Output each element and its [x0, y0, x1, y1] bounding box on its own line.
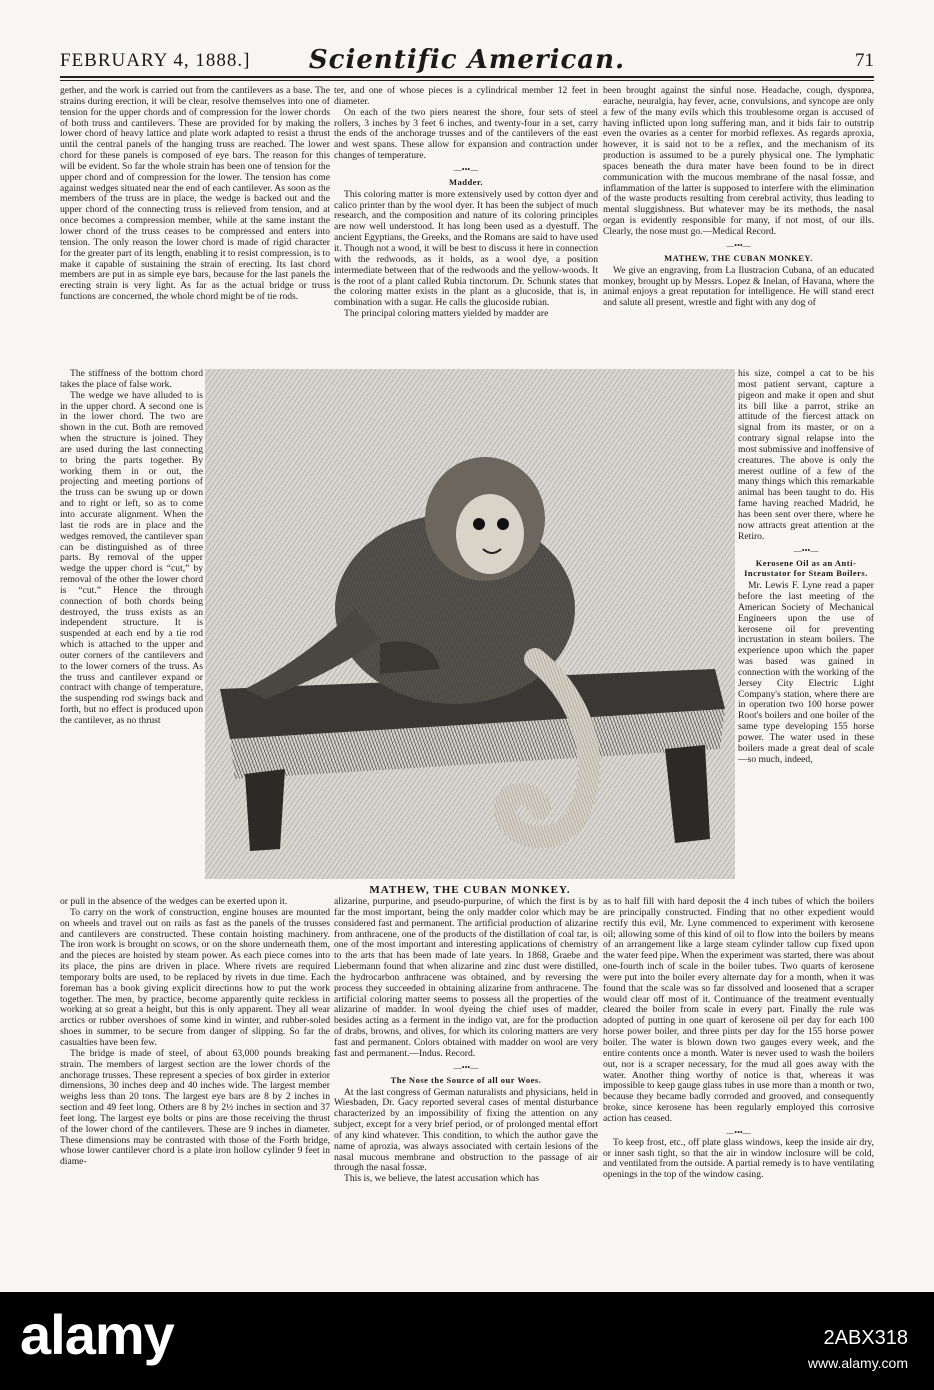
paragraph: The wedge we have alluded to is in the upper chord. A second one is in the lower chord. The two are shown in the cut. Both are removed when the structure is joined. They are used during the last connecting to bring the parts together. By working them in or out, the projecting and meeting portions of the truss can be swung up or down and to right or left, so as to come into accurate alignment. When the last tie rods are in place and the wedges removed, the cantilever span can be distinguished as of three parts. By removal of the upper wedge the upper chord is “cut,” by removal of the other the lower chord is “cut.” Hence the through connection of both chords being destroyed, the truss exists as an independent structure. It is suspended at each end by a tie rod which is attached to the upper and outer corners of the cantilevers and to the lower corners of the truss. As the truss and cantilever expand or contract with change of temperature, the suspending rod swings back and forth, but no effect is produced upon the cantilever, as no thrust [60, 389, 203, 726]
monkey-eye [473, 518, 485, 530]
alamy-logo: alamy [20, 1303, 174, 1366]
monkey-face [456, 494, 524, 574]
paragraph: or pull in the absence of the wedges can be exerted upon it. [60, 897, 288, 907]
table-leg [245, 769, 285, 851]
page-number: 71 [855, 50, 874, 71]
page-header [60, 45, 874, 75]
section-divider: —•••— [726, 240, 751, 250]
paragraph: To keep frost, etc., off plate glass windows, keep the inside air dry, or inner sash tight, so that the air in window inclosure will be cold, and ventilated from the outside. A partial remedy is to have ventilating openings in the top of the window casing. [603, 1136, 874, 1181]
nose-heading: The Nose the Source of all our Woes. [390, 1074, 542, 1085]
issue-date: FEBRUARY 4, 1888.] [60, 50, 251, 71]
section-divider: —•••— [453, 164, 479, 174]
paragraph: as to half fill with hard deposit the 4 inch tubes of which the boilers are principally constructed. Finding that no other expedient would rectify this evil, Mr. Lyne commenced to experiment with kerosene oil; allowing some of this kind of oil to flow into the boilers by means of an arrangement like a large steam cylinder tallow cup fixed upon the water feed pipe. When the experiment was started, there was about one-fourth inch of scale in the boiler tubes. Two quarts of kerosene were put into the boiler every alternate day for a month, when it was found that the scale was so far dissolved and loosened that a scraper would clear off most of it. Continuance of the treatment eventually cleared the boiler from scale in every part. Finally the rule was adopted of putting in one quart of kerosene oil per day for each 100 horse power boiler, and three pints per day for the 155 horse power boiler. The water is blown down two gauges every week, and the entire contents once a month. Water is never used to wash the boilers out, nor is a scraper necessary, for the mud all goes away with the water. Another thing worthy of notice is that, whereas it was impossible to keep gauge glass tubes in use more than a month or two, because they became badly corroded and grooved, and consequently broke, since kerosene has been regularly employed this corrosive action has ceased. [603, 897, 874, 1124]
column-3-bottom [603, 897, 874, 1285]
masthead-title: Scientific American. [308, 45, 626, 75]
column-3-top [603, 86, 874, 368]
column-1-top [60, 86, 330, 368]
header-rule [60, 76, 874, 78]
monkey-engraving-svg [205, 369, 735, 879]
column-2-top [334, 86, 598, 368]
paragraph: Mr. Lewis F. Lyne read a paper before the last meeting of the American Society of Mechanical Engineers upon the use of kerosene oil for preventing incrustation in steam boilers. The experience upon which the paper was based was gained in connection with the working of the Jersey City Electric Light Company's station, where there are in operation two 100 horse power Root's boilers and one boiler of the same type developing 155 horse power. The water used in these boilers made a great deal of scale—so much, indeed, [738, 580, 874, 765]
section-divider: —•••— [453, 1062, 479, 1072]
paragraph: gether, and the work is carried out from the cantilevers as a base. The strains during erection, it will be clear, resolve themselves into one of tension for the upper chords and of compression for the lower chords of both truss and cantilevers. These are provided for by making the lower chord of heavy lattice and plate work adapted to resist a thrust until the central panels of the hanging truss are reached. The lower chord for these panels is composed of eye bars. The reason for this will be evident. So far the whole strain has been one of tension for the upper chord and of compression for the lower. The tension has come against wedges situated near the end of each cantilever. As soon as the members of the truss are in place, the wedge is backed out and the upper chord of the connecting truss is relieved from tension, and at once becomes a compression member, while at the same instant the lower chord of the truss ceases to be compressed and enters into tension. The only reason the lower chord is made of rigid character for the greater part of its length, enabling it to resist compression, is to make it capable of sustaining the strain of erecting. Its last chord members are put in as simple eye bars, because for the last panels the erecting strain is very light. As far as the actual bridge or truss functions are concerned, the whole chord might be of tie rods. [60, 86, 330, 303]
paragraph: The stiffness of the bottom chord takes the place of false work. [60, 369, 203, 390]
paragraph: This coloring matter is more extensively used by cotton dyer and calico printer than by the wool dyer. It has been the subject of much research, and the composition and nature of its coloring principles are now well understood. It has long been used as a dyestuff. The ancient Egyptians, the Greeks, and the Romans are said to have used it. Though not a wood, it will be best to discuss it here in connection with the redwoods, as it holds, as a wool dye, a position intermediate between that of the redwoods and the yellow-woods. It is the root of a plant called Rubia tinctorum. Dr. Schunk states that the coloring matter exists in the plant as a glucoside, that is, in combination with a sugar. He calls the glucoside rubian. [334, 188, 598, 309]
paragraph: To carry on the work of construction, engine houses are mounted on wheels and travel out on rails as fast as the panels of the trusses and cantilevers are constructed. These contain hoisting machinery. The iron work is brought on scows, or on the shore underneath them, and the pieces are hoisted by steam power. As each piece comes into its place, the pins are driven in place. Where rivets are required temporary bolts are used, to be replaced by rivets in due time. Each foreman has a book giving explicit directions how to put the work together. The men, by practice, become apparently quite reckless in working at so great a height, but this is only apparent. They all wear arctics or rubber overshoes of some kind in winter, and rubber-soled shoes in summer, to be secure from danger of slipping. So far the casualties have been few. [60, 906, 330, 1048]
paragraph: ter, and one of whose pieces is a cylindrical member 12 feet in diameter. [334, 86, 598, 107]
monkey-heading: MATHEW, THE CUBAN MONKEY. [664, 252, 813, 263]
paragraph: This is, we believe, the latest accusation which has [344, 1173, 540, 1185]
header-rule-thin [60, 80, 874, 81]
paragraph: his size, compel a cat to be his most patient servant, capture a pigeon and make it open and shut its bill like a parrot, strike an attitude of the fiercest attack on signal from its master, or on a contrary signal relapse into the most submissive and inoffensive of creatures. The above is only the merest outline of a few of the many things which this remarkable animal has been taught to do. His fame having reached Madrid, he has been sent over there, where he now attracts great attention at the Retiro. [738, 369, 874, 542]
paragraph: The principal coloring matters yielded by madder are [344, 308, 549, 320]
column-3-wrap [738, 369, 874, 894]
paragraph: been brought against the sinful nose. Headache, cough, dyspnœa, earache, neuralgia, hay fever, acne, convulsions, and syncope are only a few of the many evils which this troublesome organ is accused of having inflicted upon long suffering man, and it bids fair to outstrip even the ovaries as a center for morbid reflexes. As regards aproxia, however, it is said not to be a reflex, and the mechanism of its production is assumed to be a purely physical one. The lymphatic spaces beneath the dura mater have been found to be in direct communication with the mucous membrane of the nasal fossæ, and inflammation of the latter is supposed to interfere with the elimination of the waste products resulting from cerebral activity, thus leading to mental sluggishness. But whatever may be its methods, the nasal organ is evidently responsible for many, if not most, of our ills. Clearly, the nose must go.—Medical Record. [603, 86, 874, 237]
watermark-url: www.alamy.com [807, 1355, 908, 1371]
monkey-eye [497, 518, 509, 530]
kerosene-heading: Kerosene Oil as an Anti-Incrustator for Steam Boilers. [744, 557, 868, 579]
paragraph: We give an engraving, from La Ilustracion Cubana, of an educated monkey, brought up by Messrs. Lopez & Inelan, of Havana, where the animal enjoys a great reputation for intelligence. He will stand erect and salute all present, wrestle and fight with any dog of [603, 264, 874, 309]
engraving-caption: MATHEW, THE CUBAN MONKEY. [369, 884, 571, 896]
section-divider: —•••— [793, 545, 819, 555]
column-2-bottom [334, 897, 598, 1285]
paragraph: The bridge is made of steel, of about 63,000 pounds breaking strain. The members of largest section are the lower chords of the anchorage trusses. These represent a species of box girder in exterior dimensions, 30 inches deep and 40 inches wide. The largest member weighs less than 20 tons. The largest eye bars are 8 by 2 inches in section and 49 feet long. Others are 8 by 2½ inches in section and 37 feet long. The largest eye bolts or pins are those receiving the thrust of the lower chord of the cantilevers. These are 9 inches in diameter. These dimensions may be contrasted with those of the Forth bridge, whose lower cantilever chord is a plate iron hollow cylinder 9 feet in diame- [60, 1047, 330, 1168]
column-1-bottom [60, 897, 330, 1285]
paragraph: At the last congress of German naturalists and physicians, held in Wiesbaden, Dr. Gacy reported several cases of mental disturbance characterized by an impossibility of fixing the attention on any subject, except for a very brief period, or of prolonged mental effort of any kind whatever. This condition, to which the author gave the name of aprozia, was always associated with certain lesions of the nasal mucous membrane and obstruction to the passage of air through the nasal fossæ. [334, 1086, 598, 1174]
madder-heading: Madder. [448, 176, 484, 187]
paragraph: On each of the two piers nearest the shore, four sets of steel rollers, 3 inches by 3 feet 6 inches, and twenty-four in a set, carry the ends of the anchorage trusses and of the cantilevers of the east and west spans. These allow for expansion and contraction under changes of temperature. [334, 106, 598, 162]
image-id: 2ABX318 [823, 1327, 908, 1349]
paragraph: alizarine, purpurine, and pseudo-purpurine, of which the first is by far the most important, being the only madder color which may be considered fast and permanent. The artificial production of alizarine from anthracene, one of the products of the distillation of coal tar, is one of the most important and interesting applications of chemistry to the arts that has been made of late years. In 1868, Graebe and Liebermann found that when alizarine and zinc dust were distilled, the hydrocarbon anthracene was obtained, and by reversing the process they succeeded in obtaining alizarine from anthracene. The artificial coloring matter seems to possess all the properties of the alizarine of madder. In wool dyeing the chief uses of madder, besides acting as a ferment in the indigo vat, are for the production of drabs, browns, and olives, for which its coloring matters are very fast and permanent. Colors obtained with madder on wool are very fast and permanent.—Indus. Record. [334, 897, 598, 1059]
monkey-engraving [205, 369, 735, 879]
column-1-wrap [60, 369, 203, 894]
section-divider: —•••— [726, 1127, 751, 1137]
